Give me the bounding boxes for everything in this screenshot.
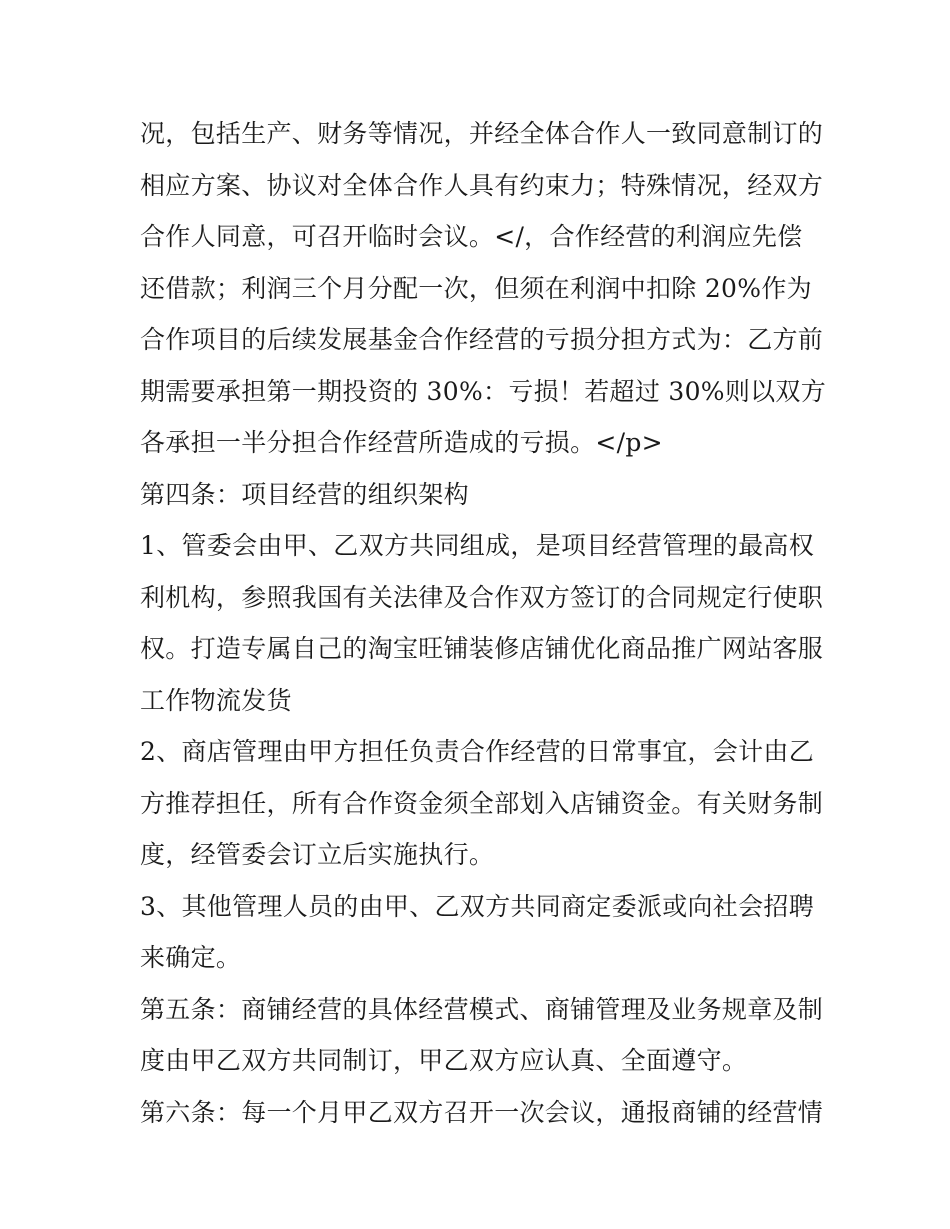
text-line: 2、商店管理由甲方担任负责合作经营的日常事宜，会计由乙 xyxy=(140,737,815,766)
text-line: 权。打造专属自己的淘宝旺铺装修店铺优化商品推广网站客服 xyxy=(140,634,824,663)
text-line: 3、其他管理人员的由甲、乙双方共同商定委派或向社会招聘 xyxy=(140,891,815,921)
text-line: 第五条：商铺经营的具体经营模式、商铺管理及业务规章及制 xyxy=(140,994,824,1024)
text-line: 况，包括生产、财务等情况，并经全体合作人一致同意制订的 xyxy=(140,119,824,148)
text-line: 来确定。 xyxy=(140,943,242,972)
text-line: 期需要承担第一期投资的 30%：亏损！若超过 30%则以双方 xyxy=(140,376,827,406)
text-line: 方推荐担任，所有合作资金须全部划入店铺资金。有关财务制 xyxy=(140,788,824,818)
text-line: 还借款；利润三个月分配一次，但须在利润中扣除 20%作为 xyxy=(140,273,812,303)
text-line: 相应方案、协议对全体合作人具有约束力；特殊情况，经双方 xyxy=(140,170,824,200)
text-line: 合作人同意，可召开临时会议。</，合作经营的利润应先偿 xyxy=(140,222,803,251)
text-line: 各承担一半分担合作经营所造成的亏损。</p> xyxy=(140,428,663,457)
text-line: 利机构，参照我国有关法律及合作双方签订的合同规定行使职 xyxy=(140,582,824,612)
text-line: 第六条：每一个月甲乙双方召开一次会议，通报商铺的经营情 xyxy=(140,1097,824,1127)
document-page xyxy=(140,108,827,1138)
section-heading: 第四条：项目经营的组织架构 xyxy=(140,479,469,509)
text-line: 合作项目的后续发展基金合作经营的亏损分担方式为：乙方前 xyxy=(140,325,824,354)
text-line: 工作物流发货 xyxy=(140,685,292,715)
text-line: 度，经管委会订立后实施执行。 xyxy=(140,840,495,869)
text-line: 1、管委会由甲、乙双方共同组成，是项目经营管理的最高权 xyxy=(140,531,815,560)
text-line: 度由甲乙双方共同制订，甲乙双方应认真、全面遵守。 xyxy=(140,1046,748,1075)
